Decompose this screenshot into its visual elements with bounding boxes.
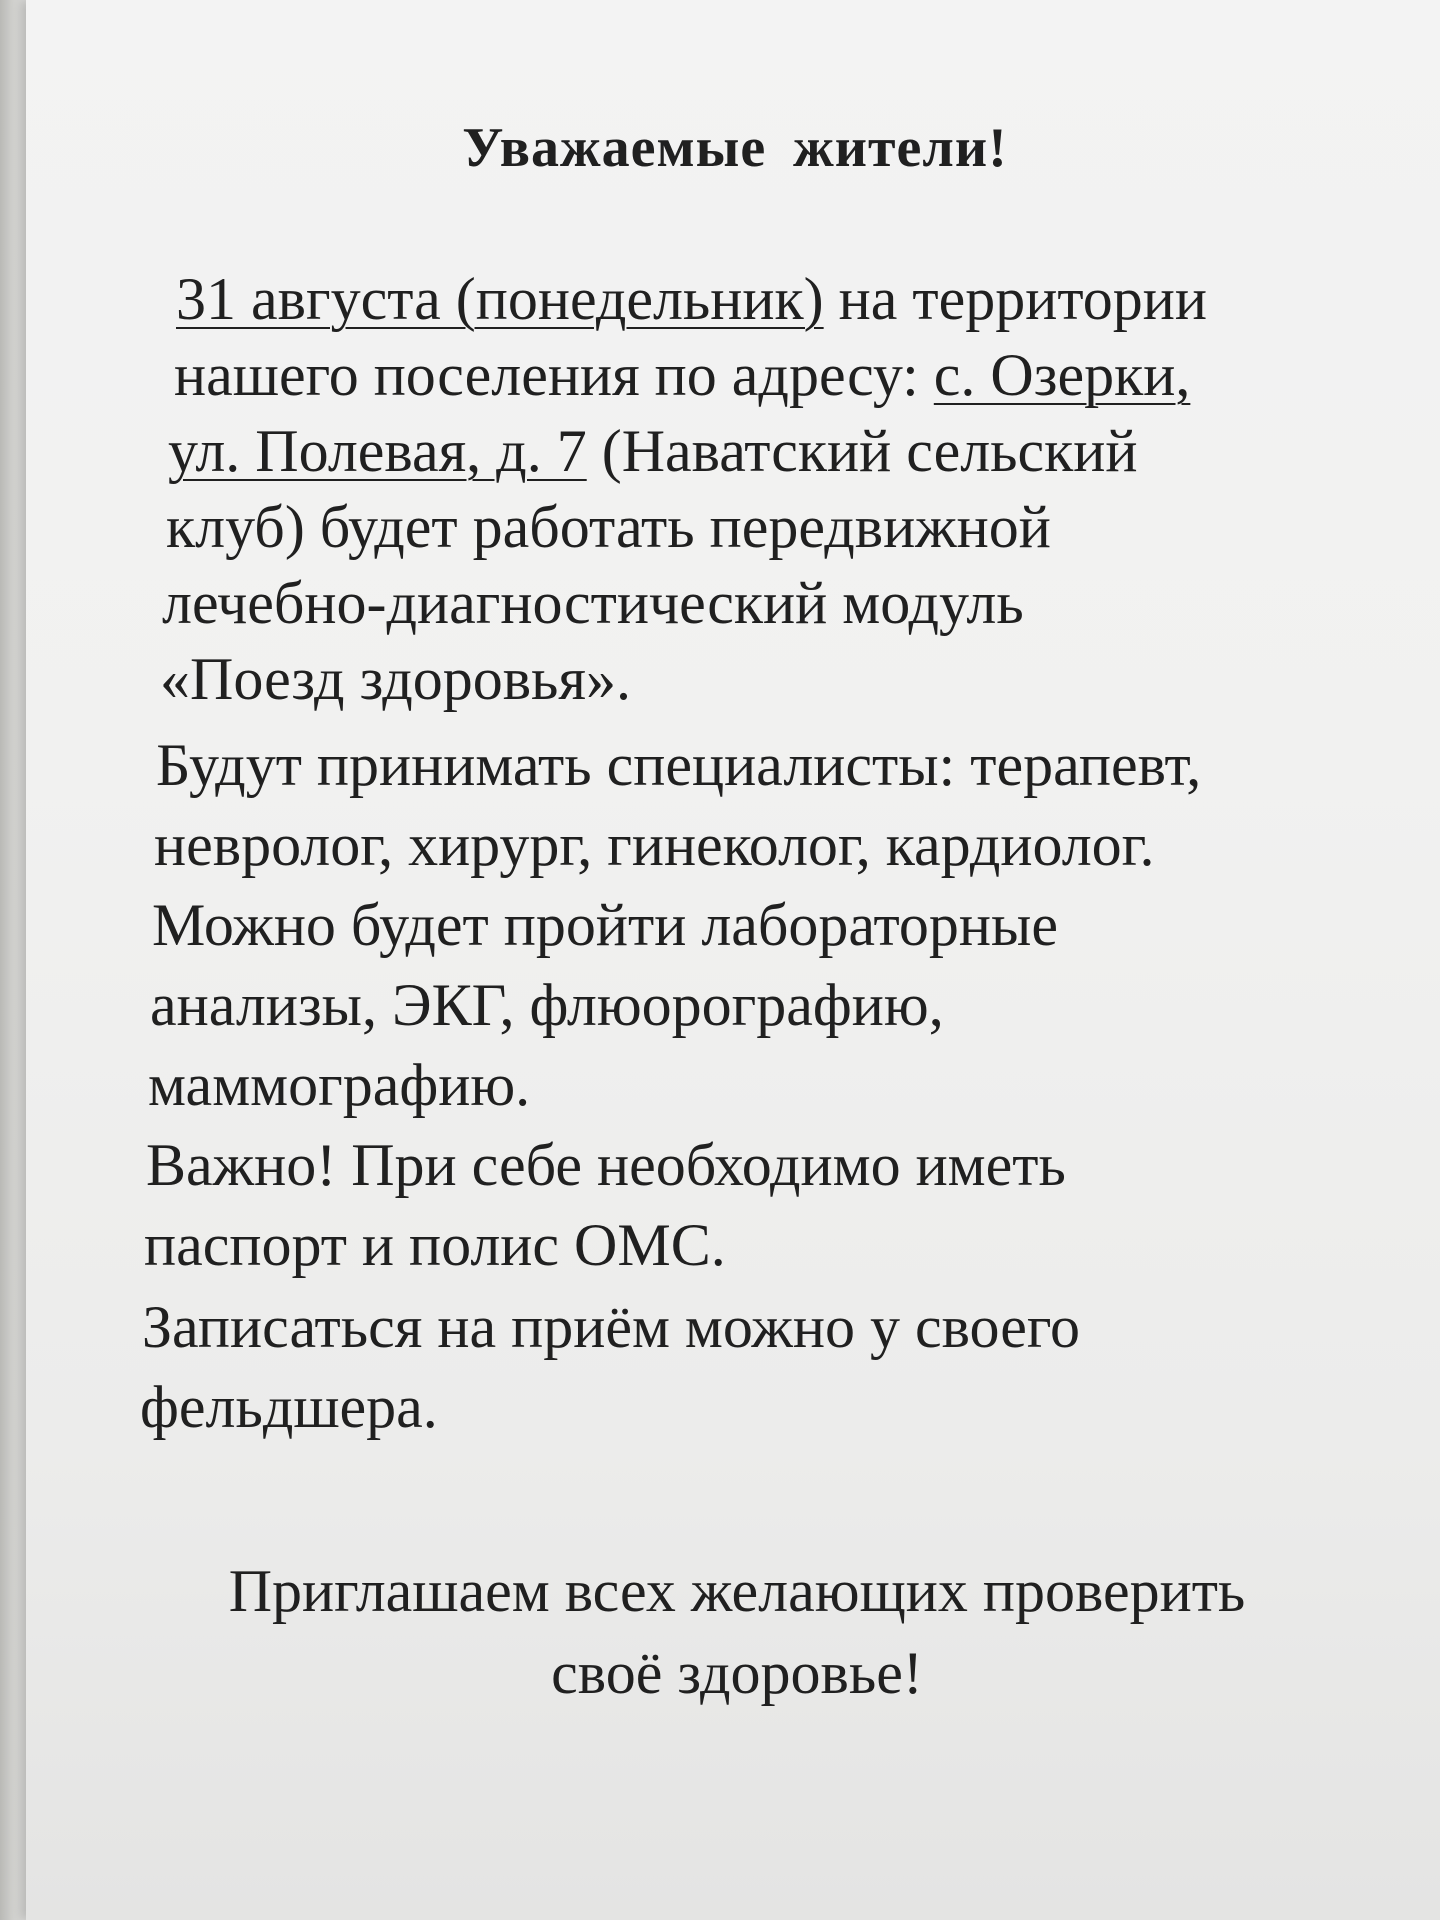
signup-line: фельдшера.: [140, 1374, 438, 1440]
tests-line: маммографию.: [148, 1052, 531, 1118]
important-line: Важно! При себе необходимо иметь: [146, 1132, 1066, 1198]
specialists-line: невролог, хирург, гинеколог, кардиолог.: [154, 812, 1155, 878]
address-street: ул. Полевая, д. 7: [168, 418, 587, 484]
closing-line: своё здоровье!: [551, 1640, 923, 1706]
text-fragment: (Наватский сельский: [586, 418, 1138, 484]
text-fragment: нашего поселения по адресу:: [174, 342, 934, 408]
text-line: «Поезд здоровья».: [160, 646, 632, 712]
text-line: [174, 338, 1190, 412]
closing-line: Приглашаем всех желающих проверить: [228, 1558, 1246, 1624]
text-line: лечебно-диагностический модуль: [162, 570, 1024, 636]
signup-line: Записаться на приём можно у своего: [142, 1294, 1080, 1360]
notice-heading: Уважаемые жители!: [462, 117, 1008, 179]
text-line: клуб) будет работать передвижной: [166, 494, 1051, 560]
text-fragment: на территории: [823, 266, 1207, 332]
text-line: [168, 414, 1138, 488]
text-line: [176, 262, 1207, 336]
event-date: 31 августа (понедельник): [176, 266, 824, 332]
specialists-line: Будут принимать специалисты: терапевт,: [156, 732, 1202, 798]
tests-line: Можно будет пройти лабораторные: [152, 892, 1058, 958]
important-line: паспорт и полис ОМС.: [144, 1212, 726, 1278]
address-village: с. Озерки,: [933, 342, 1191, 408]
tests-line: анализы, ЭКГ, флюорографию,: [150, 972, 944, 1038]
